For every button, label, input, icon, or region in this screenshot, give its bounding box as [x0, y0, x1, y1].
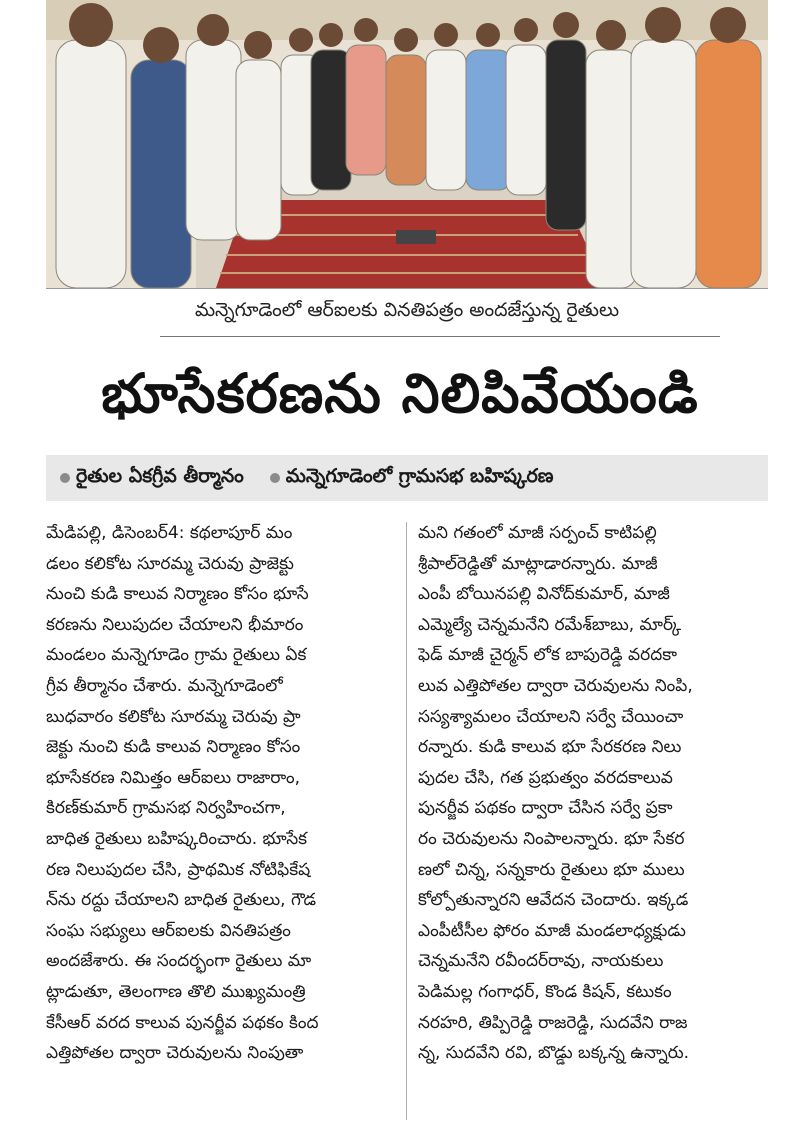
article-line: కిరణ్‌కుమార్ గ్రామసభ నిర్వహించగా, [46, 798, 286, 819]
article-line: జెక్టు నుంచి కుడి కాలువ నిర్మాణం కోసం [46, 737, 301, 758]
article-column-right [418, 518, 768, 1069]
article-line: గ్రీవ తీర్మానం చేశారు. మన్నెగూడెంలో [46, 675, 283, 696]
article-line: మండలం మన్నెగూడెం గ్రామ రైతులు ఏక [46, 645, 307, 666]
article-line: మని గతంలో మాజీ సర్పంచ్ కాటిపల్లి [418, 523, 657, 543]
bullet-icon [270, 473, 280, 483]
article-line: కోల్పోతున్నారని ఆవేదన చెందారు. ఇక్కడ [418, 890, 689, 911]
subheading-text: మన్నెగూడెంలో గ్రామసభ బహిష్కరణ [285, 464, 554, 487]
article-line: సంఘ సభ్యులు ఆర్ఐలకు వినతిపత్రం [46, 920, 291, 941]
article-line: లువ ఎత్తిపోతల ద్వారా చెరువులను నింపి, [418, 675, 693, 696]
article-line: ఎత్తిపోతల ద్వారా చెరువులను నింపుతా [46, 1043, 304, 1064]
article-line: మేడిపల్లి, డిసెంబర్4: కథలాపూర్ మం [46, 523, 293, 543]
subheading-item [270, 465, 554, 492]
article-line: శ్రీపాల్‌రెడ్డితో మాట్లాడారన్నారు. మాజీ [418, 553, 658, 574]
article-line: ఎమ్మెల్యే చెన్నమనేని రమేశ్‌బాబు, మార్క్ [418, 614, 682, 635]
article-line: రణ నిలుపుదల చేసి, ప్రాథమిక నోటిఫికేష [46, 859, 311, 880]
article-line: డలం కలికోట సూరమ్మ చెరువు ప్రాజెక్టు [46, 553, 294, 574]
subheading-bar [46, 455, 768, 501]
article-line: బాధిత రైతులు బహిష్కరించారు. భూసేక [46, 828, 308, 849]
article-line: ట్లాడుతూ, తెలంగాణ తొలి ముఖ్యమంత్రి [46, 981, 306, 1002]
article-line: పునర్జీవ పథకం ద్వారా చేసిన సర్వే ప్రకా [418, 798, 673, 819]
article-line: చెన్నమనేని రవీందర్‌రావు, నాయకులు [418, 951, 664, 972]
article-line: పుదల చేసి, గత ప్రభుత్వం వరదకాలువ [418, 767, 673, 788]
article-line: సస్యశ్యామలం చేయాలని సర్వే చేయించా [418, 706, 684, 727]
article-line: కరణను నిలుపుదల చేయాలని భీమారం [46, 614, 304, 635]
article-line: రన్నారు. కుడి కాలువ భూ సేరకరణ నిలు [418, 737, 682, 758]
subheading-item [60, 465, 244, 492]
group-photo-icon [46, 0, 768, 288]
article-line: ఎంపీ బోయినపల్లి వినోద్‌కుమార్, మాజీ [418, 584, 670, 605]
article-line: ఎంపీటీసీల ఫోరం మాజీ మండలాధ్యక్షుడు [418, 920, 686, 941]
headline: భూసేకరణను నిలిపివేయండి [101, 362, 699, 425]
article-line: న్‌ను రద్దు చేయాలని బాధిత రైతులు, గౌడ [46, 890, 317, 911]
article-line: ఫెడ్ మాజీ చైర్మన్ లోక బాపురెడ్డి వరదకా [418, 645, 677, 666]
news-photo [46, 0, 768, 289]
article-line: న్న, సుదవేని రవి, బొడ్డు బక్కన్న ఉన్నారు. [418, 1043, 690, 1064]
photo-caption: మన్నెగూడెంలో ఆర్ఐలకు వినతిపత్రం అందజేస్తున్న రైతులు [194, 298, 620, 321]
bullet-icon [60, 473, 70, 483]
article-line: నుంచి కుడి కాలువ నిర్మాణం కోసం భూసే [46, 584, 309, 605]
article-line: భూసేకరణ నిమిత్తం ఆర్ఐలు రాజారాం, [46, 767, 301, 788]
article-line: బుధవారం కలికోట సూరమ్మ చెరువు ప్రా [46, 706, 301, 727]
article-line: రం చెరువులను నింపాలన్నారు. భూ సేకర [418, 828, 685, 849]
article-line: ణలో చిన్న, సన్నకారు రైతులు భూ ములు [418, 859, 685, 880]
article-line: కేసీఆర్ వరద కాలువ పునర్జీవ పథకం కింద [46, 1012, 319, 1033]
subheading-text: రైతుల ఏకగ్రీవ తీర్మానం [76, 464, 244, 487]
column-divider [406, 522, 407, 1120]
article-line: అందజేశారు. ఈ సందర్భంగా రైతులు మా [46, 951, 312, 972]
article-line: నరహరి, తిప్పిరెడ్డి రాజరెడ్డి, సుదవేని రాజ [418, 1012, 688, 1033]
caption-divider [160, 336, 720, 337]
article-line: పెడిమల్ల గంగాధర్, కొండ కిషన్, కటుకం [418, 981, 672, 1002]
article-column-left [46, 518, 396, 1069]
